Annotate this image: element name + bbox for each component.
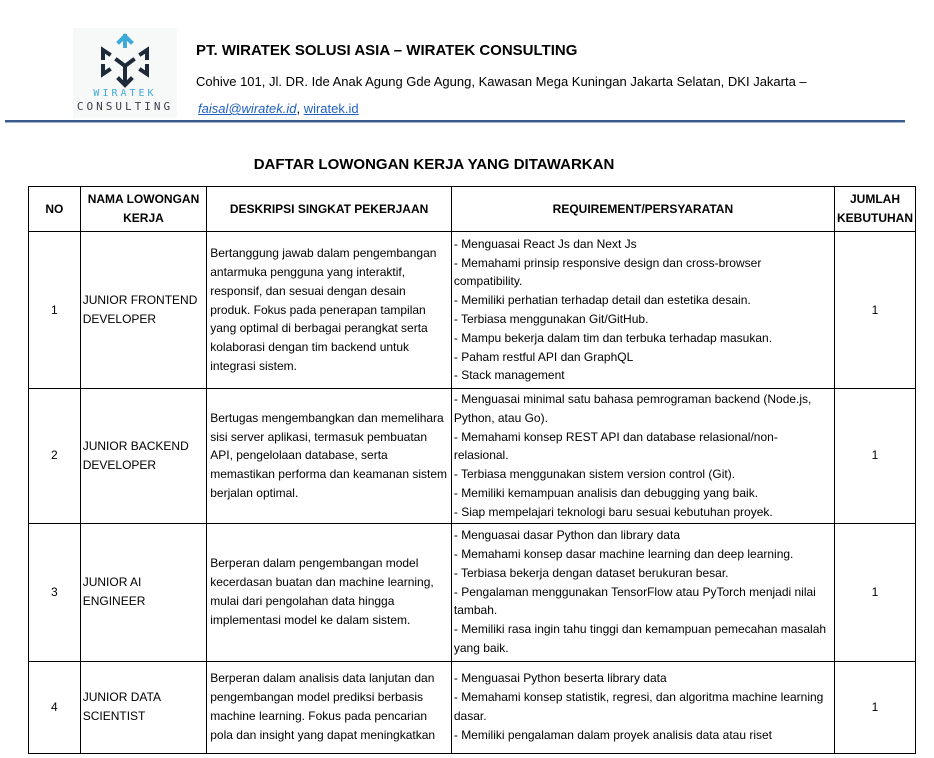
row-number: 4 <box>29 661 81 753</box>
requirement-item: - Terbiasa menggunakan sistem version control (Git). <box>453 467 736 482</box>
requirement-item: - Memiliki rasa ingin tahu tinggi dan kemampuan pemecahan masalah yang baik. <box>453 622 827 656</box>
company-logo <box>73 28 177 118</box>
column-header-requirements: REQUIREMENT/PERSYARATAN <box>451 187 834 232</box>
company-address: Cohive 101, Jl. DR. Ide Anak Agung Gde Agung, Kawasan Mega Kuningan Jakarta Selatan, DKI Jakarta – <box>196 74 807 89</box>
requirement-item: - Paham restful API dan GraphQL <box>453 349 634 364</box>
table-row <box>29 661 916 753</box>
requirement-item: - Terbiasa bekerja dengan dataset berukuran besar. <box>453 565 729 580</box>
job-description: Berperan dalam pengembangan model kecerdasan buatan dan machine learning, mulai dari pengolahan data hingga implementasi model ke dalam sistem. <box>207 523 452 661</box>
requirement-item: - Memiliki kemampuan analisis dan debugging yang baik. <box>453 485 759 500</box>
job-count: 1 <box>834 661 915 753</box>
table-header-row <box>29 187 916 232</box>
job-description: Berperan dalam analisis data lanjutan dan pengembangan model prediksi berbasis machine learning. Fokus pada pencarian pola dan insight yang dapat meningkatkan <box>207 661 452 753</box>
requirement-item: - Memiliki perhatian terhadap detail dan estetika desain. <box>453 293 751 308</box>
job-requirements <box>451 661 834 753</box>
requirement-item: - Menguasai dasar Python dan library data <box>453 528 680 543</box>
job-count: 1 <box>834 523 915 661</box>
requirement-item: - Siap mempelajari teknologi baru sesuai kebutuhan proyek. <box>453 504 773 519</box>
email-link[interactable]: faisal@wiratek.id <box>198 101 297 116</box>
requirement-item: - Menguasai Python beserta library data <box>453 671 667 686</box>
table-row <box>29 232 916 389</box>
link-separator: , <box>296 101 304 116</box>
job-title: JUNIOR AI ENGINEER <box>80 523 207 661</box>
table-row <box>29 523 916 661</box>
column-header-name: NAMA LOWONGAN KERJA <box>80 187 207 232</box>
column-header-no: NO <box>29 187 81 232</box>
column-header-count: JUMLAH KEBUTUHAN <box>834 187 915 232</box>
job-title: JUNIOR BACKEND DEVELOPER <box>80 389 207 524</box>
requirement-item: - Memahami konsep REST API dan database relasional/non-relasional. <box>453 429 778 463</box>
requirement-item: - Pengalaman menggunakan TensorFlow atau PyTorch menjadi nilai tambah. <box>453 584 816 618</box>
job-requirements <box>451 389 834 524</box>
job-requirements <box>451 523 834 661</box>
logo-text-consulting: CONSULTING <box>76 100 174 113</box>
job-vacancy-table <box>28 186 916 754</box>
requirement-item: - Menguasai React Js dan Next Js <box>453 236 637 251</box>
contact-links <box>198 101 359 116</box>
job-count: 1 <box>834 232 915 389</box>
requirement-item: - Mampu bekerja dalam tim dan terbuka terhadap masukan. <box>453 330 773 345</box>
hexagon-arrows-icon <box>97 32 153 88</box>
page-title: DAFTAR LOWONGAN KERJA YANG DITAWARKAN <box>253 156 615 173</box>
requirement-item: - Stack management <box>453 368 565 383</box>
requirement-item: - Terbiasa menggunakan Git/GitHub. <box>453 312 649 326</box>
row-number: 2 <box>29 389 81 524</box>
job-description: Bertugas mengembangkan dan memelihara sisi server aplikasi, termasuk pembuatan API, pengelolaan database, serta memastikan performa dan keamanan sistem berjalan optimal. <box>207 389 452 524</box>
requirement-item: - Memahami konsep dasar machine learning dan deep learning. <box>453 547 794 562</box>
row-number: 1 <box>29 232 81 389</box>
table-row <box>29 389 916 524</box>
job-requirements <box>451 232 834 389</box>
header-divider <box>5 120 905 123</box>
requirement-item: - Memahami konsep statistik, regresi, dan algoritma machine learning dasar. <box>453 690 824 724</box>
job-title: JUNIOR FRONTEND DEVELOPER <box>80 232 207 389</box>
logo-text-wiratek: WIRATEK <box>93 88 157 99</box>
requirement-item: - Memahami prinsip responsive design dan cross-browser compatibility. <box>453 255 762 289</box>
column-header-description: DESKRIPSI SINGKAT PEKERJAAN <box>207 187 452 232</box>
requirement-item: - Memiliki pengalaman dalam proyek analisis data atau riset <box>453 727 773 742</box>
row-number: 3 <box>29 523 81 661</box>
job-count: 1 <box>834 389 915 524</box>
website-link[interactable]: wiratek.id <box>303 101 359 116</box>
job-title: JUNIOR DATA SCIENTIST <box>80 661 207 753</box>
company-name: PT. WIRATEK SOLUSI ASIA – WIRATEK CONSULTING <box>196 42 578 59</box>
job-description: Bertanggung jawab dalam pengembangan antarmuka pengguna yang interaktif, responsif, dan sesuai dengan desain produk. Fokus pada penerapan tampilan yang optimal di berbagai perangkat serta kolaborasi dengan tim backend untuk integrasi sistem. <box>207 232 452 389</box>
requirement-item: - Menguasai minimal satu bahasa pemrograman backend (Node.js, Python, atau Go). <box>453 392 812 425</box>
